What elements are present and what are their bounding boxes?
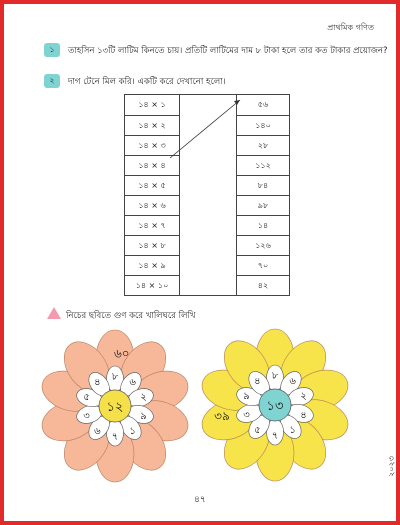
inner-number: ৪: [254, 376, 261, 388]
right-cell: ১৪: [237, 215, 289, 235]
right-cell: ১৪০: [237, 115, 289, 135]
left-cell: ১৪ × ৯: [125, 255, 179, 275]
right-cell: ১২৬: [237, 235, 289, 255]
left-cell: ১৪ × ৬: [125, 195, 179, 215]
center-number: ১৩: [266, 399, 284, 414]
inner-number: ২: [140, 392, 147, 404]
inner-number: ৩: [83, 410, 90, 422]
example-match-line: [170, 100, 240, 158]
left-cell: ১৪ × ১: [138, 100, 166, 109]
left-cell: ১৪ × ৭: [125, 215, 179, 235]
print-year: ২০২৩: [386, 456, 396, 477]
inner-number: ৬: [129, 377, 136, 389]
left-cell: ১৪ × ২: [125, 115, 179, 135]
right-cell: ৮৪: [237, 175, 289, 195]
inner-number: ৪: [94, 377, 101, 389]
question-3-text: নিচের ছবিতে গুণ করে খালিঘরে লিখি: [66, 311, 196, 321]
inner-number: ৭: [271, 430, 279, 442]
inner-number: ৬: [289, 376, 296, 388]
inner-number: ১: [289, 424, 296, 436]
inner-number: ৭: [111, 431, 119, 443]
question-2-badge: ২: [44, 74, 60, 88]
question-1-badge: ১: [44, 43, 60, 57]
right-cell: ৫৬: [257, 100, 269, 109]
right-cell: ৯৮: [237, 195, 289, 215]
inner-number: ৫: [83, 392, 90, 404]
page-number: ৪৭: [194, 495, 206, 505]
inner-number: ১: [129, 425, 136, 437]
inner-number: ৩: [243, 409, 250, 421]
flower-1: [37, 330, 193, 482]
book-title: প্রাথমিক গণিত: [327, 23, 374, 32]
inner-number: ৮: [271, 370, 279, 382]
right-cell: ১১২: [237, 155, 289, 175]
question-1-text: তাহসিন ১৩টি লাটিম কিনতে চায়। প্রতিটি লাটিমের দাম ৮ টাকা হলে তার কত টাকার প্রয়োজন?: [68, 46, 388, 56]
inner-number: ৯: [140, 410, 147, 422]
inner-number: ২: [300, 391, 307, 403]
left-cell: ১৪ × ৩: [125, 135, 179, 155]
right-cell: ৭০: [237, 255, 289, 275]
left-cell: ১৪ × ১০: [125, 275, 179, 295]
inner-number: ৪: [300, 409, 307, 421]
inner-number: ৮: [111, 371, 119, 383]
given-answer: ৬০: [113, 346, 130, 361]
left-cell: ১৪ × ৪: [125, 155, 179, 175]
right-cell: ৪২: [237, 275, 289, 295]
center-number: ১২: [106, 400, 124, 415]
flower-2: [197, 329, 353, 481]
inner-number: ৯: [243, 391, 250, 403]
left-cell: ১৪ × ৮: [125, 235, 179, 255]
left-cell: ১৪ × ৫: [125, 175, 179, 195]
inner-number: ৬: [94, 425, 101, 437]
given-answer: ৩৯: [214, 409, 230, 424]
question-2-text: দাগ টেনে মিল করি। একটি করে দেখানো হলো।: [68, 77, 226, 87]
right-cell: ২৮: [237, 135, 289, 155]
inner-number: ৫: [254, 424, 261, 436]
